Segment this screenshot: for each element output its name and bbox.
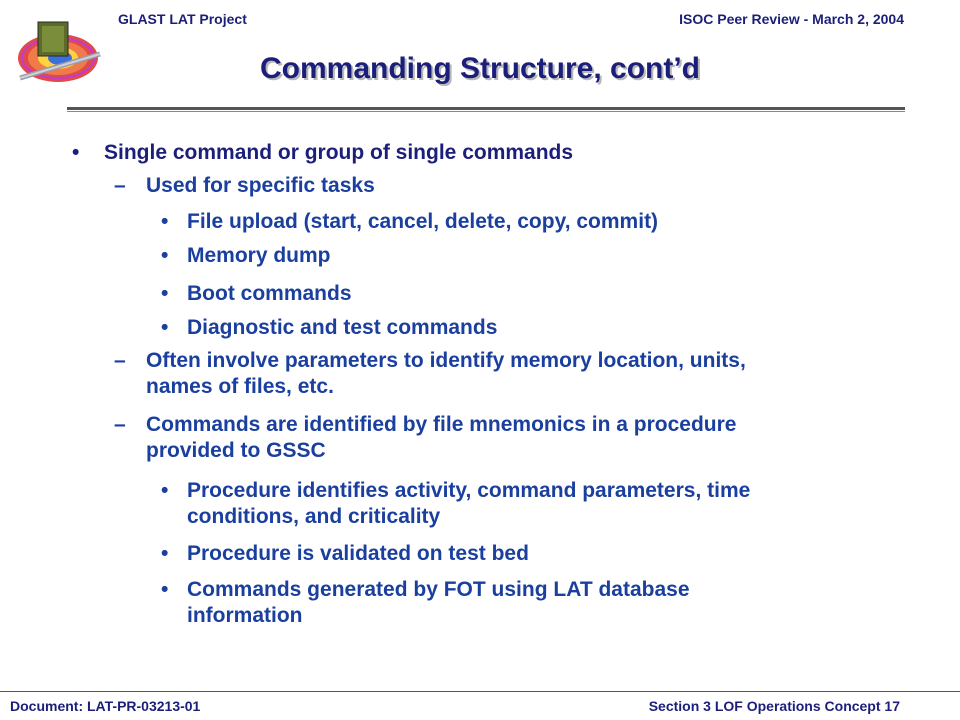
bullet-marker: – [114,349,126,372]
bullet-text: Often involve parameters to identify memory location, units, [146,349,746,372]
bullet-text: Commands generated by FOT using LAT database [187,578,690,601]
footer-document-id: Document: LAT-PR-03213-01 [10,698,201,714]
bullet-marker: • [161,578,169,601]
bullet-text: information [187,604,303,627]
bullet-text: Used for specific tasks [146,174,375,197]
bullet-marker: • [161,542,169,565]
bullet-text: Procedure identifies activity, command parameters, time [187,479,751,502]
bullet-marker: – [114,413,126,436]
header-project: GLAST LAT Project [118,11,247,27]
header-event: ISOC Peer Review - March 2, 2004 [679,11,904,27]
bullet-text: Memory dump [187,244,331,267]
bullet-marker: • [161,316,169,339]
bullet-text: provided to GSSC [146,439,326,462]
title-rule [67,107,905,112]
bullet-text: Commands are identified by file mnemonics in a procedure [146,413,737,436]
bullet-text: conditions, and criticality [187,505,441,528]
bullet-text: File upload (start, cancel, delete, copy, commit) [187,210,659,233]
footer-section-page: Section 3 LOF Operations Concept 17 [648,698,900,714]
bullet-marker: • [72,141,80,164]
bullet-marker: • [161,244,169,267]
bullet-marker: • [161,210,169,233]
slide-title: Commanding Structure, cont’d [259,52,700,85]
bullet-text: Single command or group of single commands [104,141,574,164]
bullet-marker: • [161,479,169,502]
bullet-marker: – [114,174,126,197]
bullet-text: Boot commands [187,282,352,305]
footer-rule [0,691,960,692]
bullet-text: Diagnostic and test commands [187,316,498,339]
bullet-marker: • [161,282,169,305]
bullet-text: names of files, etc. [146,375,334,398]
bullet-text: Procedure is validated on test bed [187,542,529,565]
